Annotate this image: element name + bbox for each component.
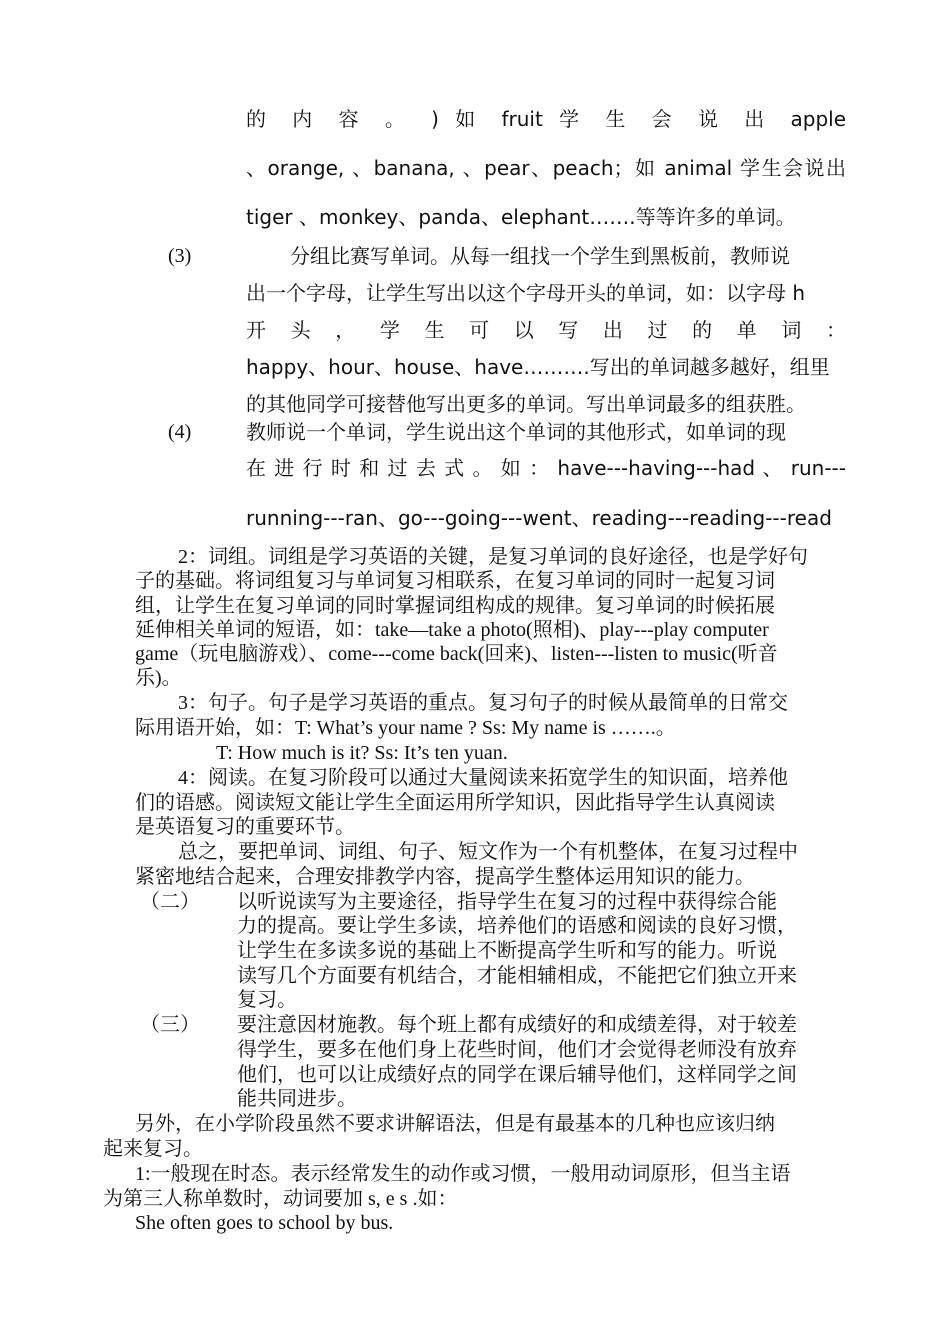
list-line: 的其他同学可接替他写出更多的单词。写出单词最多的组获胜。	[246, 392, 806, 416]
section-line: 力的提高。要让学生多读，培养他们的语感和阅读的良好习惯，	[237, 915, 797, 937]
example-sentence: She often goes to school by bus.	[135, 1212, 394, 1234]
section-marker: （二）	[140, 891, 200, 913]
list-line: 、orange, 、banana, 、pear、peach；如 animal 学生会说出	[246, 156, 846, 180]
list-marker: (4)	[168, 421, 192, 443]
paragraph-line: 们的语感。阅读短文能让学生全面运用所学知识，因此指导学生认真阅读	[135, 792, 775, 814]
paragraph-line: 延伸相关单词的短语，如：take—take a photo(照相)、play---play computer	[135, 619, 769, 641]
paragraph-line: 是英语复习的重要环节。	[135, 816, 355, 838]
section-marker: （三）	[140, 1014, 200, 1036]
section-line: 让学生在多读多说的基础上不断提高学生听和写的能力。听说	[237, 940, 777, 962]
paragraph-line: 际用语开始，如：T: What’s your name ? Ss: My name is …….。	[135, 717, 676, 739]
paragraph-line: 4：阅读。在复习阶段可以通过大量阅读来拓宽学生的知识面，培养他	[178, 767, 788, 789]
list-line: running---ran、go---going---went、reading---reading---read	[246, 506, 832, 530]
list-line: 在 进 行 时 和 过 去 式 。 如 ： have---having---had 、 run---	[246, 456, 846, 480]
paragraph-line: 乐)。	[135, 667, 182, 689]
list-line: 教师说一个单词，学生说出这个单词的其他形式，如单词的现	[246, 420, 786, 444]
paragraph-line: 另外，在小学阶段虽然不要求讲解语法，但是有最基本的几种也应该归纳	[135, 1113, 775, 1135]
section-line: 他们，也可以让成绩好点的同学在课后辅导他们，这样同学之间	[237, 1064, 797, 1086]
paragraph-line: 3：句子。句子是学习英语的重点。复习句子的时候从最简单的日常交	[178, 692, 788, 714]
list-line: 开 头 ， 学 生 可 以 写 出 过 的 单 词 ：	[246, 318, 846, 342]
paragraph-line: 起来复习。	[103, 1138, 203, 1160]
paragraph-line: T: How much is it? Ss: It’s ten yuan.	[216, 742, 508, 764]
section-line: 读写几个方面要有机结合，才能相辅相成，不能把它们独立开来	[237, 965, 797, 987]
section-line: 得学生，要多在他们身上花些时间，他们才会觉得老师没有放弃	[237, 1039, 797, 1061]
paragraph-line: 组，让学生在复习单词的同时掌握词组构成的规律。复习单词的时候拓展	[135, 595, 775, 617]
list-line: 的 内 容 。 ) 如 fruit 学 生 会 说 出 apple	[246, 107, 846, 131]
section-line: 以听说读写为主要途径，指导学生在复习的过程中获得综合能	[237, 891, 777, 913]
list-marker: (3)	[168, 245, 192, 267]
paragraph-line: 紧密地结合起来，合理安排教学内容，提高学生整体运用知识的能力。	[135, 866, 755, 888]
paragraph-line: 为第三人称单数时，动词要加 s, e s .如：	[103, 1188, 458, 1210]
paragraph-line: 总之，要把单词、词组、句子、短文作为一个有机整体，在复习过程中	[178, 841, 798, 863]
section-line: 复习。	[237, 989, 297, 1011]
section-line: 要注意因材施教。每个班上都有成绩好的和成绩差得，对于较差	[237, 1014, 797, 1036]
paragraph-line: 子的基础。将词组复习与单词复习相联系，在复习单词的同时一起复习词	[135, 570, 775, 592]
list-line: tiger 、monkey、panda、elephant…….等等许多的单词。	[246, 205, 796, 229]
list-line: happy、hour、house、have……….写出的单词越多越好，组里	[246, 355, 830, 379]
section-line: 能共同进步。	[237, 1088, 357, 1110]
paragraph-line: 2：词组。词组是学习英语的关键，是复习单词的良好途径，也是学好句	[178, 546, 808, 568]
list-line: 出一个字母，让学生写出以这个字母开头的单词，如：以字母 h	[246, 281, 806, 305]
paragraph-line: 1:一般现在时态。表示经常发生的动作或习惯，一般用动词原形，但当主语	[135, 1163, 791, 1185]
paragraph-line: game（玩电脑游戏）、come---come back(回来)、listen---listen to music(听音	[135, 643, 778, 665]
list-line: 分组比赛写单词。从每一组找一个学生到黑板前，教师说	[290, 244, 790, 268]
